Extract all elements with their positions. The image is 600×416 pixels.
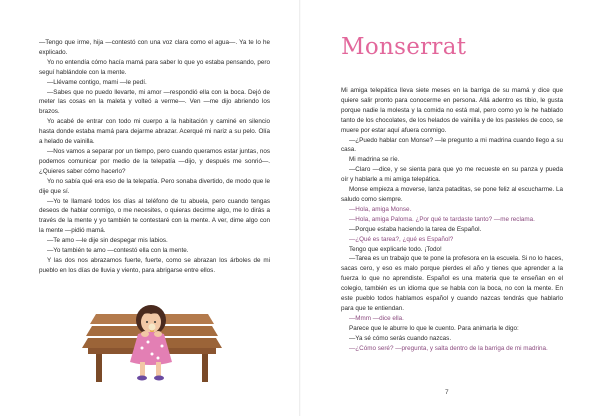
paragraph: —¿Cómo seré? —pregunta, y salta dentro de la barriga de mi madrina. <box>349 344 548 352</box>
paragraph: —Ya sé cómo serás cuando nazcas. <box>349 334 452 342</box>
paragraph: Tengo que explicarle todo. ¡Todo! <box>349 245 442 253</box>
paragraph: Monse empieza a moverse, lanza pataditas, se pone feliz al escucharme. La saludo como siempre. <box>341 186 563 203</box>
left-page-text <box>39 38 270 276</box>
paragraph: Mi amiga telepática lleva siete meses en la barriga de su mamá y dice que quiere salir pronto para conocerme en persona. Allá adentro es tibio, le gusta porque nadie la molesta y la comida no está mal, pero como yo le he hablado tanto de los chocolates, de los helados de vainilla y de los pasteles de coco, se muere por estar aquí afuera conmigo. <box>341 87 563 134</box>
paragraph: —Hola, amiga Monse. <box>349 205 412 213</box>
paragraph: —Te amo —le dije sin despegar mis labios. <box>47 237 168 245</box>
paragraph: —Mmm —dice ella. <box>349 314 404 322</box>
paragraph: —Yo también te amo —contestó ella con la mente. <box>47 247 189 255</box>
chapter-title: Monserrat <box>341 34 467 60</box>
paragraph: —Tarea es un trabajo que te pone la profesora en la escuela. Si no lo haces, sacas cero, y eso es malo porque pierdes el año y tienes que aprender a la fuerza lo que no aprendiste. Español es una materia que te enseñan en el colegio, también es un idioma que se habla con la boca, no con la mente. En este pueblo todos hablamos español y cuando nazcas tendrás que hablarlo para que te entiendan. <box>341 255 563 312</box>
page-number: 7 <box>445 389 449 396</box>
paragraph: —¿Puedo hablar con Monse? —le pregunto a mi madrina cuando llego a su casa. <box>341 136 563 154</box>
paragraph: Yo no entendía cómo hacía mamá para saber lo que yo estaba pensando, pero seguí hablándole con la mente. <box>39 58 270 76</box>
paragraph: Yo no sabía qué era eso de la telepatía. Pero sonaba divertido, de modo que le dije que sí. <box>39 177 270 195</box>
paragraph: —Llévame contigo, mami —le pedí. <box>47 78 147 86</box>
right-page-text <box>341 86 563 353</box>
paragraph: —Tengo que irme, hija —contestó con una voz clara como el agua—. Ya te lo he explicado. <box>39 39 270 56</box>
paragraph: —Nos vamos a separar por un tiempo, pero cuando queramos estar juntas, nos podemos comunicar por medio de la telepatía —dijo, y después me sonrió—. ¿Quieres saber cómo hacerlo? <box>39 147 270 175</box>
paragraph: Parece que le aburre lo que le cuento. Para animarla le digo: <box>349 324 519 332</box>
girl-on-bench-illustration <box>82 290 222 386</box>
paragraph: —Claro —dice, y se sienta para que yo me recueste en su panza y pueda oír y hablarle a mi amiga telepática. <box>341 166 563 184</box>
paragraph: Y las dos nos abrazamos fuerte, fuerte, como se abrazan los árboles de mi pueblo en los días de lluvia y viento, para abrigarse entre ellos. <box>39 256 270 274</box>
right-page <box>300 0 600 416</box>
paragraph: Yo acabé de entrar con todo mi cuerpo a la habitación y caminé en silencio hasta donde estaba mamá para dejarme abrazar. Acerqué mi nariz a su pelo. Olía a helado de vainilla. <box>39 118 270 146</box>
paragraph: —¿Qué es tarea?, ¿qué es Español? <box>349 235 454 243</box>
paragraph: —Yo te llamaré todos los días al teléfono de tu abuela, pero cuando tengas deseos de hablar conmigo, o me necesites, o quieras decirme algo, me lo dirás a través de la mente y yo también te contestaré con la mente. A ver, dime algo con la mente —pidió mamá. <box>39 197 270 235</box>
paragraph: —Hola, amiga Paloma. ¿Por qué te tardaste tanto? —me reclama. <box>349 215 535 223</box>
paragraph: —Sabes que no puedo llevarte, mi amor —respondió ella con la boca. Dejó de meter las cosas en la maleta y volteó a verme—. Ven —me dijo abriendo los brazos. <box>39 88 270 116</box>
paragraph: Mi madrina se ríe. <box>349 156 400 164</box>
paragraph: —Porque estaba haciendo la tarea de Español. <box>349 225 482 233</box>
